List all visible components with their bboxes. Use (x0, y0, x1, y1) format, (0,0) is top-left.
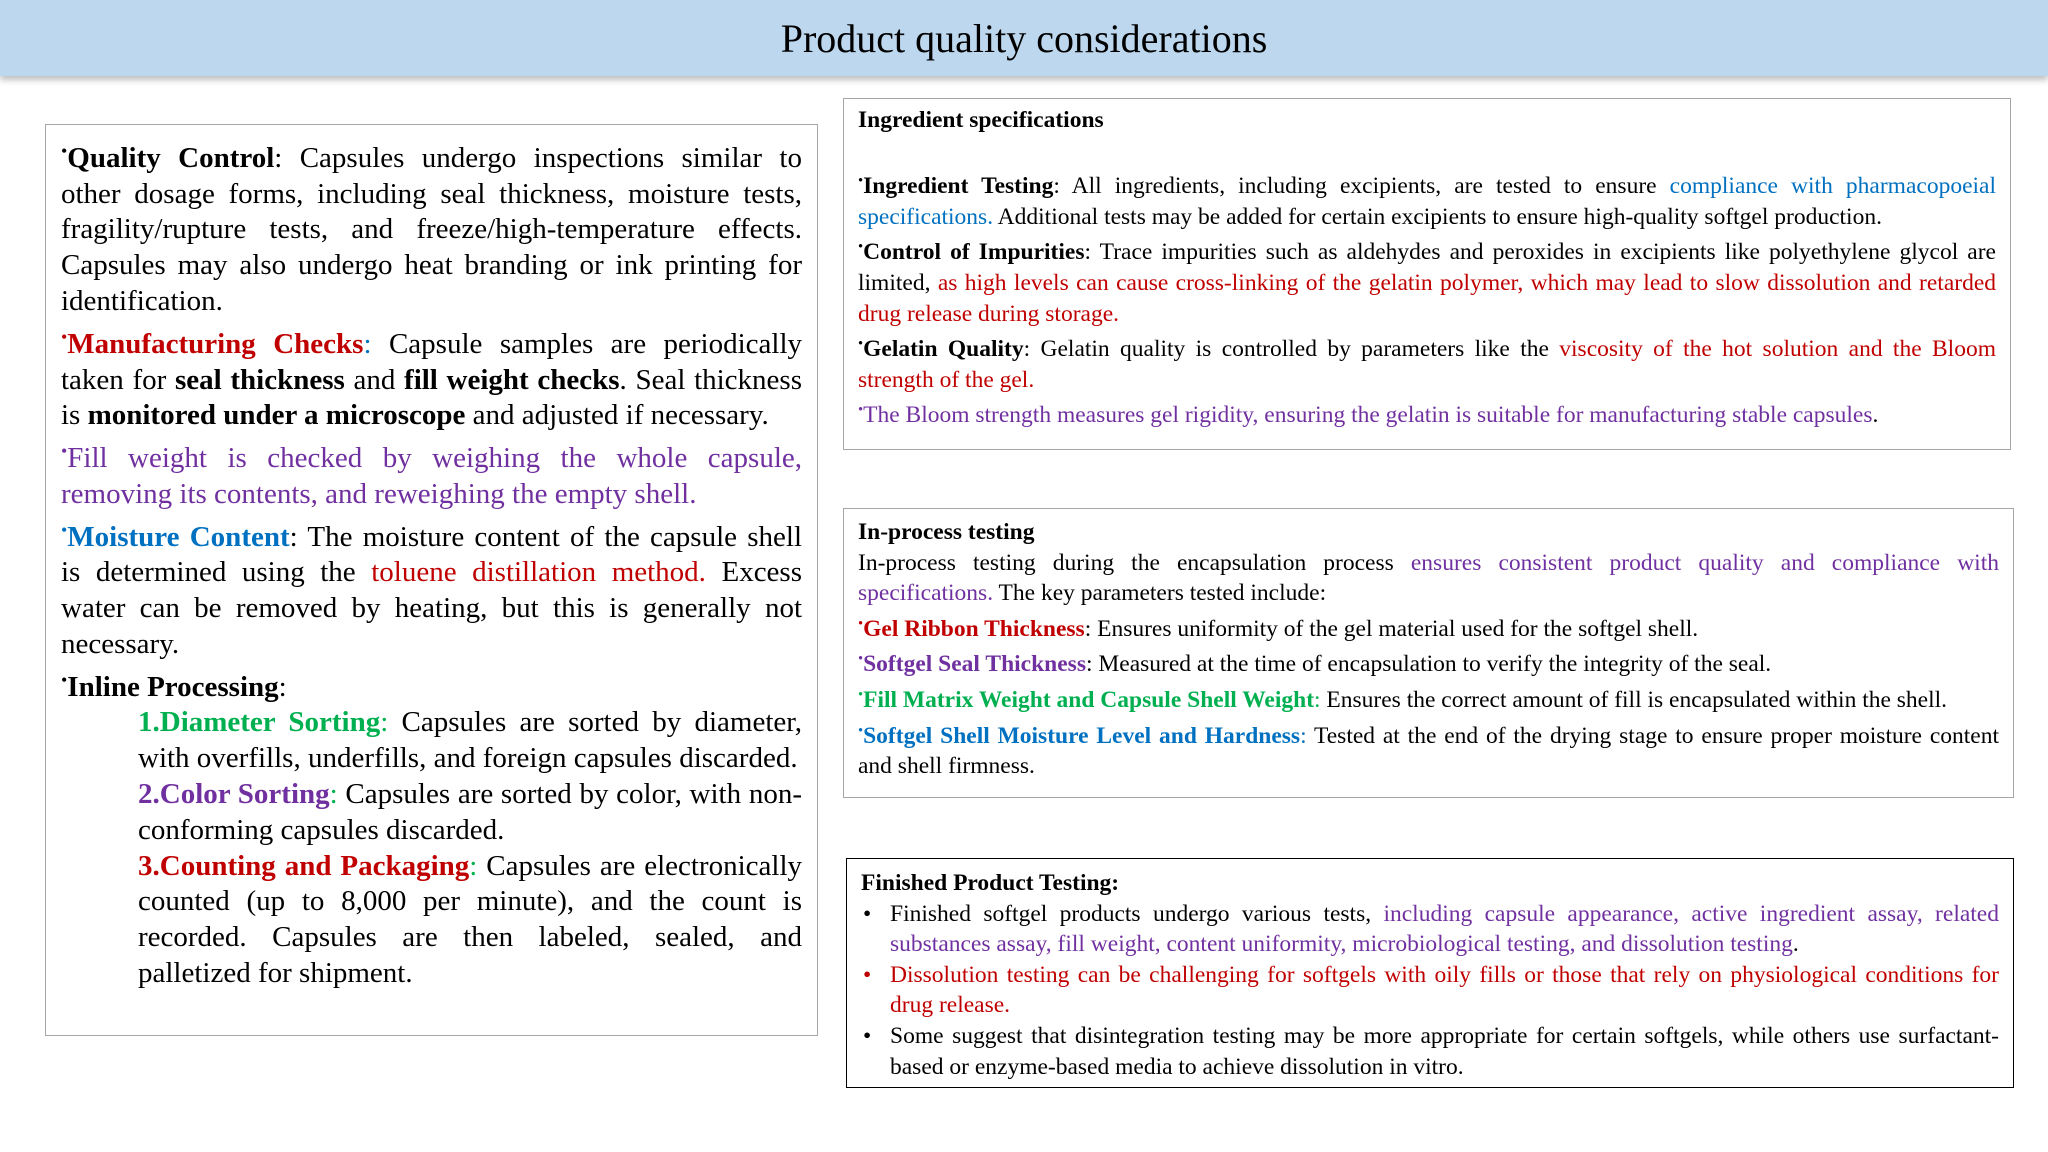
bullet: • (61, 441, 68, 462)
moisture-content-text: : The moisture content of the capsule shell is determined using the (61, 520, 803, 589)
quality-control-box (45, 124, 818, 1036)
bullet: • (61, 669, 68, 690)
counting-packaging-label: 3.Counting and Packaging (138, 849, 470, 882)
gel-ribbon-thickness-label: Gel Ribbon Thickness (863, 615, 1085, 642)
bullet: • (858, 615, 864, 632)
manufacturing-checks-text: and (344, 363, 405, 396)
bullet: • (858, 686, 864, 703)
toluene-method-highlight: toluene distillation method. (371, 556, 706, 589)
diameter-sorting-label: 1.Diameter Sorting (138, 706, 381, 739)
shell-moisture-hardness-colon: : (1300, 722, 1307, 749)
quality-control-paragraph (61, 134, 802, 320)
list-item (861, 960, 1999, 1021)
title-bar (0, 0, 2048, 76)
manufacturing-checks-label: Manufacturing Checks (67, 327, 364, 360)
fill-weight-emphasis: fill weight checks (404, 363, 620, 396)
test-types-highlight: including capsule appearance, active ingredient assay, related substances assay, fill weight, content uniformity, microbiological testing, and dissolution testing (890, 900, 1999, 958)
manufacturing-checks-text: . Seal thickness is (61, 363, 802, 432)
manufacturing-checks-text: Capsule samples are periodically taken for (61, 327, 803, 396)
in-process-testing-heading: In-process testing (858, 519, 1035, 545)
in-process-testing-box (843, 508, 2014, 798)
microscope-emphasis: monitored under a microscope (87, 399, 466, 432)
quality-control-text: : Capsules undergo inspections similar to other dosage forms, including seal thickness, moisture tests, fragility/rupture tests, and freeze/high-temperature effects. Capsules may also undergo heat branding or ink printing for identification. (61, 141, 802, 318)
spacer (858, 136, 1996, 167)
color-sorting-label: 2.Color Sorting (138, 777, 330, 810)
diameter-sorting-text: Capsules are sorted by diameter, with overfills, underfills, and foreign capsules discarded. (138, 706, 802, 775)
diameter-sorting-colon: : (380, 706, 389, 739)
counting-packaging-colon: : (469, 849, 478, 882)
ingredient-specifications-heading: Ingredient specifications (858, 107, 1104, 133)
finished-tests-text: Finished softgel products undergo various tests, (890, 900, 1384, 927)
bloom-strength-text: The Bloom strength measures gel rigidity, ensuring the gelatin is suitable for manufacturing stable capsules (863, 402, 1873, 429)
finished-product-list (861, 899, 1999, 1083)
color-sorting-text: Capsules are sorted by color, with non-conforming capsules discarded. (138, 777, 802, 846)
page-title: Product quality considerations (780, 15, 1268, 61)
manufacturing-checks-colon: : (363, 327, 372, 360)
manufacturing-checks-text: and adjusted if necessary. (465, 399, 769, 432)
in-process-intro (858, 548, 1999, 609)
shell-moisture-hardness-label: Softgel Shell Moisture Level and Hardness (863, 722, 1301, 749)
disintegration-testing-text: Some suggest that disintegration testing may be more appropriate for certain softgels, while others use surfactant-based or enzyme-based media to achieve dissolution in vitro. (890, 1022, 1999, 1080)
diameter-sorting-step (61, 705, 802, 777)
bullet: • (61, 519, 68, 540)
color-sorting-colon: : (329, 777, 338, 810)
fill-matrix-weight-colon: : (1314, 686, 1321, 713)
color-sorting-step (61, 777, 802, 849)
list-item (861, 899, 1999, 960)
fill-weight-paragraph (61, 434, 802, 512)
in-process-intro-text: In-process testing during the encapsulation process (858, 549, 1411, 576)
fill-matrix-weight-text: Ensures the correct amount of fill is encapsulated within the shell. (1320, 686, 1948, 713)
dissolution-challenge-text: Dissolution testing can be challenging for softgels with oily fills or those that rely on physiological conditions for drug release. (890, 961, 1999, 1019)
control-of-impurities-paragraph (858, 232, 1996, 329)
bullet: • (858, 651, 864, 668)
in-process-intro-text: The key parameters tested include: (993, 580, 1327, 607)
finished-product-testing-heading: Finished Product Testing: (861, 870, 1120, 896)
inline-processing-paragraph (61, 663, 802, 706)
bullet: • (858, 336, 864, 353)
viscosity-bloom-highlight: viscosity of the hot solution and the Bloom strength of the gel. (858, 336, 1996, 393)
ingredient-testing-label: Ingredient Testing (863, 173, 1054, 200)
softgel-seal-thickness-text: : Measured at the time of encapsulation to verify the integrity of the seal. (1085, 651, 1772, 678)
cross-linking-highlight: as high levels can cause cross-linking of the gelatin polymer, which may lead to slow dissolution and retarded drug release during storage. (858, 269, 1997, 327)
fill-matrix-weight-label: Fill Matrix Weight and Capsule Shell Weight (863, 686, 1315, 713)
finished-product-testing-box (846, 858, 2014, 1088)
fill-matrix-weight-item (858, 680, 1999, 716)
quality-control-label: Quality Control (67, 141, 275, 174)
seal-thickness-emphasis: seal thickness (174, 363, 345, 396)
fill-weight-text: Fill weight is checked by weighing the whole capsule, removing its contents, and reweighing the empty shell. (61, 442, 802, 510)
counting-packaging-step (61, 849, 802, 992)
gelatin-quality-text: : Gelatin quality is controlled by parameters like the (1023, 336, 1560, 363)
bullet: • (61, 326, 68, 347)
ingredient-specifications-box (843, 98, 2011, 450)
ingredient-testing-text: : All ingredients, including excipients, are tested to ensure (1053, 173, 1670, 200)
bullet: • (858, 722, 864, 739)
inline-processing-label: Inline Processing (67, 670, 279, 703)
gel-ribbon-thickness-text: : Ensures uniformity of the gel material used for the softgel shell. (1084, 615, 1699, 642)
gelatin-quality-paragraph (858, 329, 1996, 395)
shell-moisture-hardness-item (858, 716, 1999, 782)
shell-moisture-hardness-text: Tested at the end of the drying stage to ensure proper moisture content and shell firmness. (858, 722, 1999, 780)
counting-packaging-text: Capsules are electronically counted (up to 8,000 per minute), and the count is recorded. Capsules are then labeled, sealed, and palletized for shipment. (138, 849, 802, 989)
softgel-seal-thickness-label: Softgel Seal Thickness (863, 651, 1086, 678)
bloom-strength-paragraph (858, 395, 1996, 431)
bullet: • (858, 173, 864, 190)
gelatin-quality-label: Gelatin Quality (863, 336, 1024, 363)
moisture-content-label: Moisture Content (67, 520, 290, 553)
bullet: • (61, 141, 68, 161)
consistent-quality-highlight: ensures consistent product quality and compliance with specifications. (858, 549, 1999, 607)
ingredient-testing-text: Additional tests may be added for certain excipients to ensure high-quality softgel production. (993, 203, 1882, 230)
manufacturing-checks-paragraph (61, 320, 802, 434)
softgel-seal-thickness-item (858, 644, 1999, 680)
bullet: • (858, 239, 864, 256)
control-of-impurities-label: Control of Impurities (863, 239, 1085, 266)
gel-ribbon-thickness-item (858, 609, 1999, 645)
bullet: • (858, 402, 864, 419)
moisture-content-paragraph (61, 513, 802, 663)
inline-processing-colon: : (278, 670, 287, 703)
moisture-content-text: Excess water can be removed by heating, but this is generally not necessary. (61, 556, 803, 660)
bloom-strength-period: . (1872, 402, 1879, 429)
list-item (861, 1021, 1999, 1082)
finished-tests-period: . (1792, 931, 1799, 958)
ingredient-testing-paragraph (858, 166, 1996, 232)
pharmacopoeial-compliance-highlight: compliance with pharmacopoeial specifications. (858, 173, 1996, 230)
control-of-impurities-text: : Trace impurities such as aldehydes and peroxides in excipients like polyethylene glycol are limited, (858, 239, 1996, 296)
